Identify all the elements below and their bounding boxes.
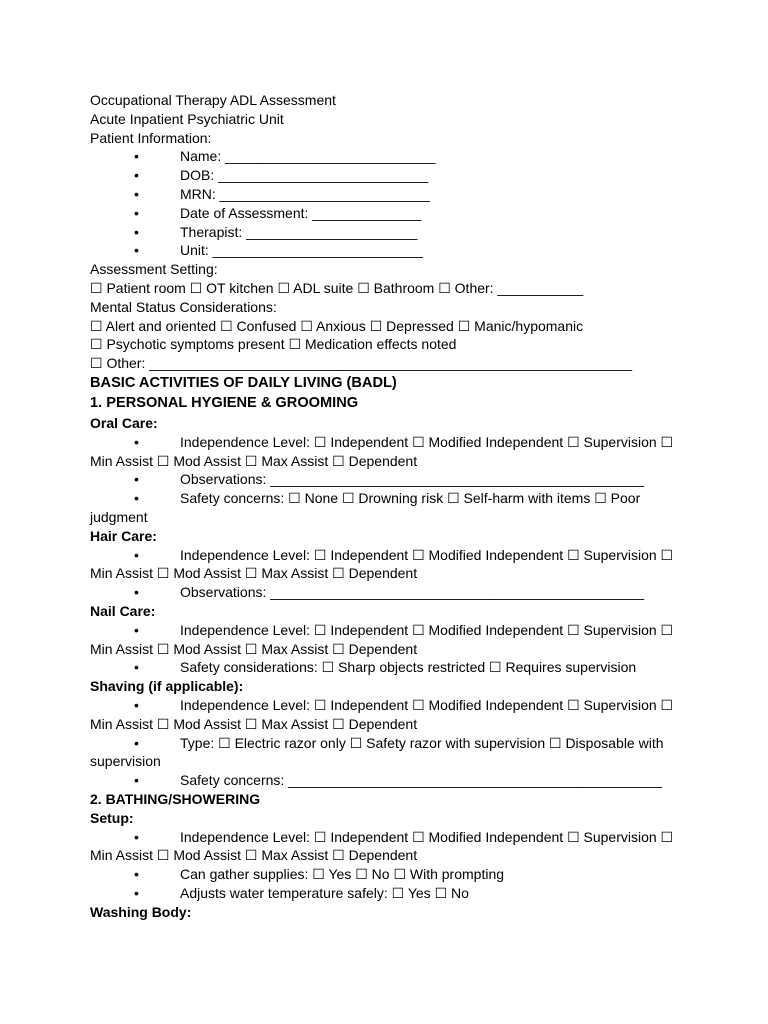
bullet-icon: • [134, 148, 139, 165]
bullet-icon: • [134, 885, 139, 902]
setup-label: Setup: [90, 809, 134, 826]
oral-care-label: Oral Care: [90, 414, 158, 431]
mental-status-label: Mental Status Considerations: [90, 298, 277, 315]
bullet-icon: • [134, 828, 139, 845]
section-hygiene-heading: 1. PERSONAL HYGIENE & GROOMING [90, 395, 359, 412]
badl-heading: BASIC ACTIVITIES OF DAILY LIVING (BADL) [90, 374, 397, 391]
bullet-icon: • [134, 659, 139, 676]
patient-field-dob[interactable]: • DOB: ___________________________ [134, 167, 429, 184]
bullet-icon: • [134, 696, 139, 713]
mental-status-options-2[interactable]: ☐ Psychotic symptoms present ☐ Medication effects noted [90, 336, 457, 353]
oral-care-observations[interactable]: • Observations: ________________________________________________ [134, 471, 644, 488]
section-bathing-heading: 2. BATHING/SHOWERING [90, 790, 261, 807]
hair-care-label: Hair Care: [90, 527, 157, 544]
patient-field-mrn[interactable]: • MRN: ___________________________ [134, 185, 430, 202]
document-title: Occupational Therapy ADL Assessment [90, 92, 336, 108]
bullet-icon: • [134, 621, 139, 638]
bullet-icon: • [134, 204, 139, 221]
oral-care-independence[interactable]: • Independence Level: ☐ Independent ☐ Modified Independent ☐ Supervision ☐ Min Assist ☐ Mod Assist ☐ Max Assist ☐ Dependent [90, 433, 674, 469]
nail-care-independence[interactable]: • Independence Level: ☐ Independent ☐ Modified Independent ☐ Supervision ☐ Min Assist ☐ Mod Assist ☐ Max Assist ☐ Dependent [90, 621, 674, 657]
mental-status-other[interactable]: ☐ Other: ______________________________________________________________ [90, 355, 632, 372]
bullet-icon: • [134, 471, 139, 488]
hair-care-observations[interactable]: • Observations: ________________________________________________ [134, 584, 644, 601]
patient-info-label: Patient Information: [90, 129, 212, 146]
shaving-safety[interactable]: • Safety concerns: ________________________________________________ [134, 772, 662, 789]
setup-supplies[interactable]: • Can gather supplies: ☐ Yes ☐ No ☐ With prompting [134, 866, 505, 883]
unit-subtitle: Acute Inpatient Psychiatric Unit [90, 110, 284, 127]
shaving-label: Shaving (if applicable): [90, 678, 244, 695]
patient-field-date[interactable]: • Date of Assessment: ______________ [134, 204, 422, 221]
bullet-icon: • [134, 866, 139, 883]
bullet-icon: • [134, 433, 139, 450]
bullet-icon: • [134, 490, 139, 507]
shaving-type[interactable]: • Type: ☐ Electric razor only ☐ Safety razor with supervision ☐ Disposable with supervision [90, 734, 664, 770]
patient-field-unit[interactable]: • Unit: ___________________________ [134, 242, 423, 259]
shaving-independence[interactable]: • Independence Level: ☐ Independent ☐ Modified Independent ☐ Supervision ☐ Min Assist ☐ Mod Assist ☐ Max Assist ☐ Dependent [90, 696, 674, 732]
mental-status-options-1[interactable]: ☐ Alert and oriented ☐ Confused ☐ Anxious ☐ Depressed ☐ Manic/hypomanic [90, 317, 584, 334]
assessment-setting-label: Assessment Setting: [90, 261, 218, 278]
bullet-icon: • [134, 772, 139, 789]
washing-body-label: Washing Body: [90, 903, 192, 920]
nail-care-safety[interactable]: • Safety considerations: ☐ Sharp objects restricted ☐ Requires supervision [134, 659, 637, 676]
assessment-setting-options[interactable]: ☐ Patient room ☐ OT kitchen ☐ ADL suite ☐ Bathroom ☐ Other: ___________ [90, 279, 584, 296]
bullet-icon: • [134, 185, 139, 202]
bullet-icon: • [134, 546, 139, 563]
patient-field-therapist[interactable]: • Therapist: ______________________ [134, 223, 418, 240]
patient-fields-list [90, 147, 688, 260]
oral-care-safety[interactable]: • Safety concerns: ☐ None ☐ Drowning risk ☐ Self-harm with items ☐ Poor judgment [90, 490, 641, 525]
hair-care-independence[interactable]: • Independence Level: ☐ Independent ☐ Modified Independent ☐ Supervision ☐ Min Assist ☐ Mod Assist ☐ Max Assist ☐ Dependent [90, 546, 674, 582]
setup-independence[interactable]: • Independence Level: ☐ Independent ☐ Modified Independent ☐ Supervision ☐ Min Assist ☐ Mod Assist ☐ Max Assist ☐ Dependent [90, 828, 674, 864]
bullet-icon: • [134, 584, 139, 601]
bullet-icon: • [134, 167, 139, 184]
patient-field-name[interactable]: • Name: ___________________________ [134, 148, 436, 165]
nail-care-label: Nail Care: [90, 602, 156, 619]
bullet-icon: • [134, 223, 139, 240]
setup-water-temperature[interactable]: • Adjusts water temperature safely: ☐ Yes ☐ No [134, 885, 469, 902]
bullet-icon: • [134, 734, 139, 751]
bullet-icon: • [134, 242, 139, 259]
